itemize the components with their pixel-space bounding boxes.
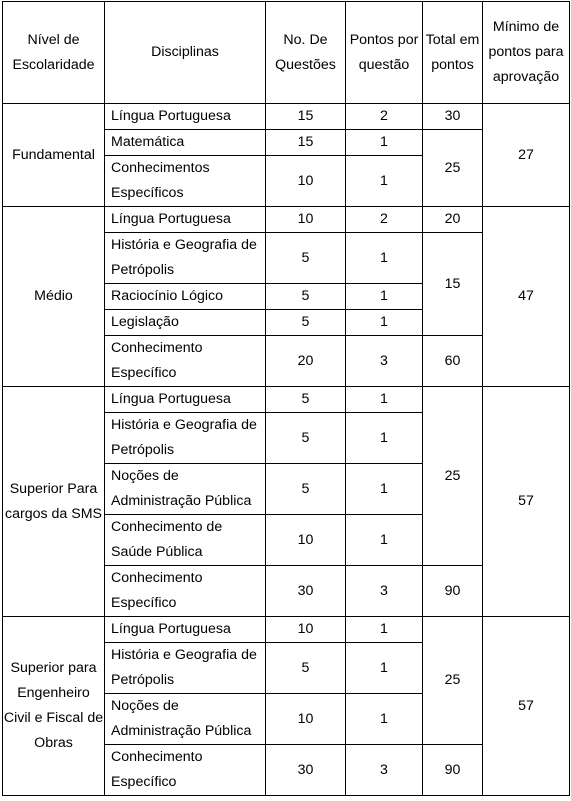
- questoes-cell: 5: [266, 284, 346, 310]
- table-row: [3, 617, 570, 643]
- pontos-cell: 1: [346, 233, 423, 284]
- disciplina-cell: Língua Portuguesa: [105, 207, 266, 233]
- table-row: [3, 207, 570, 233]
- pontos-cell: 1: [346, 310, 423, 336]
- questoes-cell: 30: [266, 566, 346, 617]
- pontos-cell: 3: [346, 745, 423, 796]
- pontos-cell: 1: [346, 643, 423, 694]
- pontos-cell: 1: [346, 413, 423, 464]
- questoes-cell: 5: [266, 413, 346, 464]
- score-table: [2, 1, 570, 796]
- header-pontos-questao: Pontos por questão: [346, 2, 423, 104]
- disciplina-cell: Noções de Administração Pública: [105, 694, 266, 745]
- table-row: [3, 104, 570, 130]
- disciplina-cell: Matemática: [105, 130, 266, 156]
- header-row: [3, 2, 570, 104]
- minimo-cell: 57: [483, 617, 570, 796]
- pontos-cell: 3: [346, 566, 423, 617]
- questoes-cell: 5: [266, 310, 346, 336]
- minimo-cell: 47: [483, 207, 570, 387]
- disciplina-cell: Conhecimentos Específicos: [105, 156, 266, 207]
- disciplina-cell: História e Geografia de Petrópolis: [105, 643, 266, 694]
- disciplina-cell: Legislação: [105, 310, 266, 336]
- pontos-cell: 1: [346, 464, 423, 515]
- disciplina-cell: Língua Portuguesa: [105, 104, 266, 130]
- total-cell: 15: [423, 233, 483, 336]
- pontos-cell: 2: [346, 207, 423, 233]
- disciplina-cell: Raciocínio Lógico: [105, 284, 266, 310]
- pontos-cell: 1: [346, 515, 423, 566]
- total-cell: 90: [423, 566, 483, 617]
- nivel-cell: Médio: [3, 207, 105, 387]
- header-total: Total em pontos: [423, 2, 483, 104]
- minimo-cell: 57: [483, 387, 570, 617]
- pontos-cell: 1: [346, 387, 423, 413]
- disciplina-cell: Conhecimento de Saúde Pública: [105, 515, 266, 566]
- questoes-cell: 15: [266, 104, 346, 130]
- total-cell: 25: [423, 387, 483, 566]
- questoes-cell: 10: [266, 617, 346, 643]
- disciplina-cell: Conhecimento Específico: [105, 336, 266, 387]
- disciplina-cell: Língua Portuguesa: [105, 617, 266, 643]
- nivel-cell: Fundamental: [3, 104, 105, 207]
- header-questoes: No. De Questões: [266, 2, 346, 104]
- total-cell: 25: [423, 130, 483, 207]
- total-cell: 25: [423, 617, 483, 745]
- pontos-cell: 1: [346, 694, 423, 745]
- pontos-cell: 1: [346, 130, 423, 156]
- disciplina-cell: Conhecimento Específico: [105, 745, 266, 796]
- header-minimo: Mínimo de pontos para aprovação: [483, 2, 570, 104]
- questoes-cell: 30: [266, 745, 346, 796]
- total-cell: 20: [423, 207, 483, 233]
- questoes-cell: 10: [266, 156, 346, 207]
- disciplina-cell: História e Geografia de Petrópolis: [105, 233, 266, 284]
- disciplina-cell: Conhecimento Específico: [105, 566, 266, 617]
- questoes-cell: 15: [266, 130, 346, 156]
- pontos-cell: 1: [346, 617, 423, 643]
- pontos-cell: 2: [346, 104, 423, 130]
- questoes-cell: 10: [266, 694, 346, 745]
- header-disciplinas: Disciplinas: [105, 2, 266, 104]
- pontos-cell: 1: [346, 284, 423, 310]
- disciplina-cell: História e Geografia de Petrópolis: [105, 413, 266, 464]
- total-cell: 60: [423, 336, 483, 387]
- total-cell: 30: [423, 104, 483, 130]
- minimo-cell: 27: [483, 104, 570, 207]
- questoes-cell: 10: [266, 207, 346, 233]
- questoes-cell: 5: [266, 387, 346, 413]
- total-cell: 90: [423, 745, 483, 796]
- questoes-cell: 20: [266, 336, 346, 387]
- disciplina-cell: Noções de Administração Pública: [105, 464, 266, 515]
- questoes-cell: 5: [266, 643, 346, 694]
- header-nivel: Nível de Escolaridade: [3, 2, 105, 104]
- disciplina-cell: Língua Portuguesa: [105, 387, 266, 413]
- questoes-cell: 5: [266, 464, 346, 515]
- nivel-cell: Superior para Engenheiro Civil e Fiscal de Obras: [3, 617, 105, 796]
- nivel-cell: Superior Para cargos da SMS: [3, 387, 105, 617]
- table-row: [3, 387, 570, 413]
- questoes-cell: 10: [266, 515, 346, 566]
- pontos-cell: 1: [346, 156, 423, 207]
- pontos-cell: 3: [346, 336, 423, 387]
- questoes-cell: 5: [266, 233, 346, 284]
